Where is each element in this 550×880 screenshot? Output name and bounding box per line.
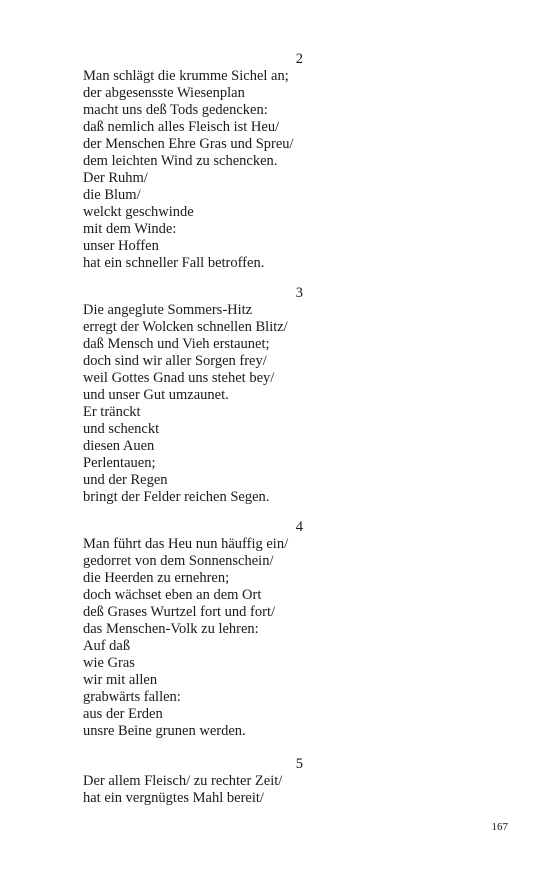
verse-line: daß Mensch und Vieh erstaunet; — [83, 336, 270, 352]
verse-line: grabwärts fallen: — [83, 689, 181, 705]
verse-line: und schenckt — [83, 421, 160, 437]
verse-line: unser Hoffen — [83, 238, 159, 254]
verse-line: doch sind wir aller Sorgen frey/ — [83, 353, 267, 369]
verse-line: Der Ruhm/ — [83, 170, 148, 186]
verse-line: die Heerden zu ernehren; — [83, 570, 230, 586]
stanza-3 — [83, 285, 303, 506]
verse-line: dem leichten Wind zu schencken. — [83, 153, 278, 169]
verse-line: wie Gras — [83, 655, 135, 671]
stanza-2 — [83, 51, 303, 272]
verse-line: erregt der Wolcken schnellen Blitz/ — [83, 319, 288, 335]
verse-line: Die angeglute Sommers-Hitz — [83, 302, 253, 318]
page-number: 167 — [491, 821, 508, 833]
stanza-5 — [83, 756, 303, 807]
verse-line: hat ein vergnügtes Mahl bereit/ — [83, 790, 264, 806]
verse-line: deß Grases Wurtzel fort und fort/ — [83, 604, 276, 620]
stanza-number: 3 — [295, 285, 303, 301]
verse-line: Man schlägt die krumme Sichel an; — [83, 68, 289, 84]
verse-line: der Menschen Ehre Gras und Spreu/ — [83, 136, 294, 152]
verse-line: unsre Beine grunen werden. — [83, 723, 246, 739]
verse-line: gedorret von dem Sonnenschein/ — [83, 553, 274, 569]
verse-line: die Blum/ — [83, 187, 141, 203]
verse-line: welckt geschwinde — [83, 204, 194, 220]
stanza-number: 5 — [295, 756, 303, 772]
verse-line: aus der Erden — [83, 706, 163, 722]
verse-line: bringt der Felder reichen Segen. — [83, 489, 270, 505]
stanza-number: 4 — [295, 519, 303, 535]
verse-line: der abgesensste Wiesenplan — [83, 85, 245, 101]
verse-line: mit dem Winde: — [83, 221, 177, 237]
verse-line: doch wächset eben an dem Ort — [83, 587, 262, 603]
verse-line: weil Gottes Gnad uns stehet bey/ — [83, 370, 275, 386]
verse-line: und unser Gut umzaunet. — [83, 387, 229, 403]
verse-line: daß nemlich alles Fleisch ist Heu/ — [83, 119, 280, 135]
verse-line: das Menschen-Volk zu lehren: — [83, 621, 259, 637]
verse-line: diesen Auen — [83, 438, 155, 454]
verse-line: und der Regen — [83, 472, 168, 488]
verse-line: Man führt das Heu nun häuffig ein/ — [83, 536, 289, 552]
verse-line: Perlentauen; — [83, 455, 156, 471]
stanza-4 — [83, 519, 303, 740]
stanza-number: 2 — [295, 51, 303, 67]
verse-line: hat ein schneller Fall betroffen. — [83, 255, 265, 271]
verse-line: wir mit allen — [83, 672, 158, 688]
verse-line: Er tränckt — [83, 404, 141, 420]
verse-line: Auf daß — [83, 638, 131, 654]
verse-line: Der allem Fleisch/ zu rechter Zeit/ — [83, 773, 283, 789]
verse-line: macht uns deß Tods gedencken: — [83, 102, 268, 118]
